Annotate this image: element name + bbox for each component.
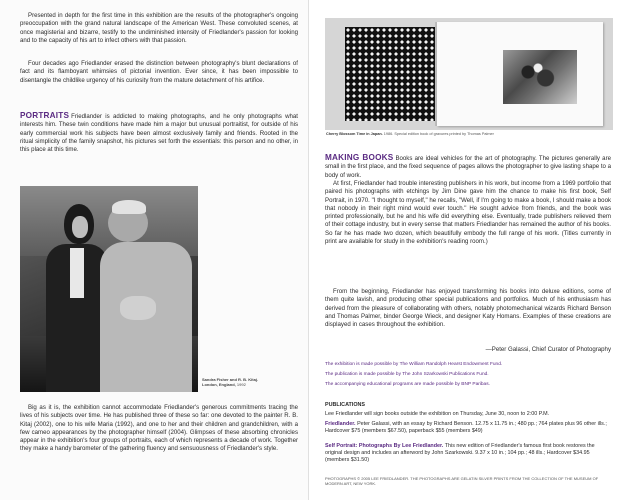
book-photo: [325, 18, 613, 130]
curator-signature: —Peter Galassi, Chief Curator of Photography: [485, 346, 611, 353]
portraits-heading: PORTRAITS: [20, 111, 70, 120]
portraits-section: [20, 112, 298, 154]
left-page: [0, 0, 308, 500]
publication-self-portrait-title: Self Portrait: Photographs By Lee Friedlander.: [325, 443, 444, 449]
fund-line-exhibition: The exhibition is made possible by The William Randolph Hearst Endowment Fund.: [325, 362, 503, 367]
photo-caption-name: Sandra Fisher and R. B. Kitaj.: [202, 377, 259, 382]
book-caption-text: 1986. Special edition book of gravures printed by Thomas Palmer: [383, 132, 494, 136]
book-signing-note: Lee Friedlander will sign books outside the exhibition on Thursday, June 30, noon to 2:00 P.M.: [325, 411, 550, 417]
publication-self-portrait-text: This new edition of Friedlander's famous first book restores the original design and includes an afterword by John Szarkowski. 9.37 x 10 in.; 104 pp.; 48 ills.; Hardcover $34.95 (members $31.50): [325, 443, 595, 463]
intro-paragraph-1: Presented in depth for the first time in this exhibition are the results of the photographer's ongoing preoccupation with the grand natural landscape of the American West. These convoluted scenes, at once magisterial and bizarre, testify to the undiminished intensity of Friedlander's passion for looking and to the capacity of his art to infect others with that passion.: [20, 12, 298, 44]
publication-self-portrait: [325, 443, 611, 464]
making-books-paragraph-3: From the beginning, Friedlander has enjoyed transforming his books into deluxe editions, some of them quite lavish, and producing other special publications and portfolios. Much of his enthusiasm has derived from the pleasure of collaborating with others, notably photomechanical wizards Richard Benson and Thomas Palmer, binder George Wieck, and designer Katy Homans. Examples of these creations are displayed in cases throughout the exhibition.: [325, 288, 611, 329]
photo-caption-place: London, England,: [202, 382, 236, 387]
right-page: [308, 0, 617, 500]
portraits-text: Friedlander is addicted to making photographs, and he only photographs what interests him. These twin conditions have made him a major but unusual portraitist, for outside of his early commercial work his subjects have been almost exclusively family and friends. Rooted in the ritual simplicity of the family snapshot, his pictures set forth the essentials: this person and no other, in this place at this time.: [20, 113, 298, 154]
fund-line-education: The accompanying educational programs are made possible by BNP Paribas.: [325, 382, 490, 387]
big-paragraph: Big as it is, the exhibition cannot accommodate Friedlander's generous commitments tracing the lives of his subjects over time. He has published three of these so far: one devoted to the painter R. B. Kitaj (2002), one to his wife Maria (1992), and one to her and their children and grandchildren, with a few cameo appearances by the photographer himself (2004). Glimpses of these absorbing chronicles appear in the exhibition's four groups of portraits, each of which represents a decade of work. Together they make a handy barometer of the gathering fluency and sensuousness of Friedlander's style.: [20, 404, 298, 453]
photo-credit-footer: PHOTOGRAPHS © 2005 LEE FRIEDLANDER. THE PHOTOGRAPHS ARE GELATIN SILVER PRINTS FROM THE COLLECTION OF THE MUSEUM OF MODERN ART, NEW YORK.: [325, 476, 599, 486]
intro-paragraph-2: Four decades ago Friedlander erased the distinction between photography's blunt declarations of fact and its flamboyant whimsies of pictorial invention. Ever since, it has been impossible to disentangle the childlike urgency of his curiosity from the mature detachment of his artifice.: [20, 60, 298, 84]
making-books-section: [325, 154, 611, 180]
publication-friedlander-title: Friedlander.: [325, 421, 356, 427]
book-cover-pattern: [345, 27, 435, 121]
book-open-page: [437, 22, 603, 126]
photo-caption-year: 1992: [236, 382, 246, 387]
making-books-heading: MAKING BOOKS: [325, 153, 394, 162]
making-books-text: Books are ideal vehicles for the art of photography. The pictures generally are small in the first place, and the fixed sequence of pages allows the photographer to give lasting shape to a body of work.: [325, 155, 611, 179]
portrait-photo: [20, 186, 198, 392]
publication-friedlander: [325, 421, 611, 435]
making-books-paragraph-2: At first, Friedlander had trouble interesting publishers in his work, but income from a 1969 portfolio that paired his photographs with etchings by Jim Dine gave him the chance to make his first book, Self Portrait, in 1970. "I thought to myself," he recalls, "Well, if I'm going to make a book, I should make a book that nobody in their right mind would ever touch." He sought advice from friends, and the book was printed professionally, but he and his wife did everything else. Eventually, trade publishers relieved them of their cottage industry, but in every sense that matters Friedlander has remained the author of his books. So far he has made two dozen, which beautifully embody the full range of his work. (Titles currently in print are available for study in the exhibition's reading room.): [325, 180, 611, 246]
book-caption: [326, 132, 616, 137]
book-gravure-image: [503, 50, 577, 104]
publications-heading: PUBLICATIONS: [325, 402, 366, 408]
photo-caption: [202, 377, 302, 387]
publication-friedlander-text: Peter Galassi, with an essay by Richard Benson. 12.75 x 11.75 in.; 480 pp.; 764 plates plus 96 other ills.; Hardcover $75 (members $67.50), paperback $55 (members $49): [325, 421, 607, 434]
fund-line-publication: The publication is made possible by The John Szarkowski Publications Fund.: [325, 372, 489, 377]
book-caption-title: Cherry Blossom Time in Japan.: [326, 132, 383, 136]
